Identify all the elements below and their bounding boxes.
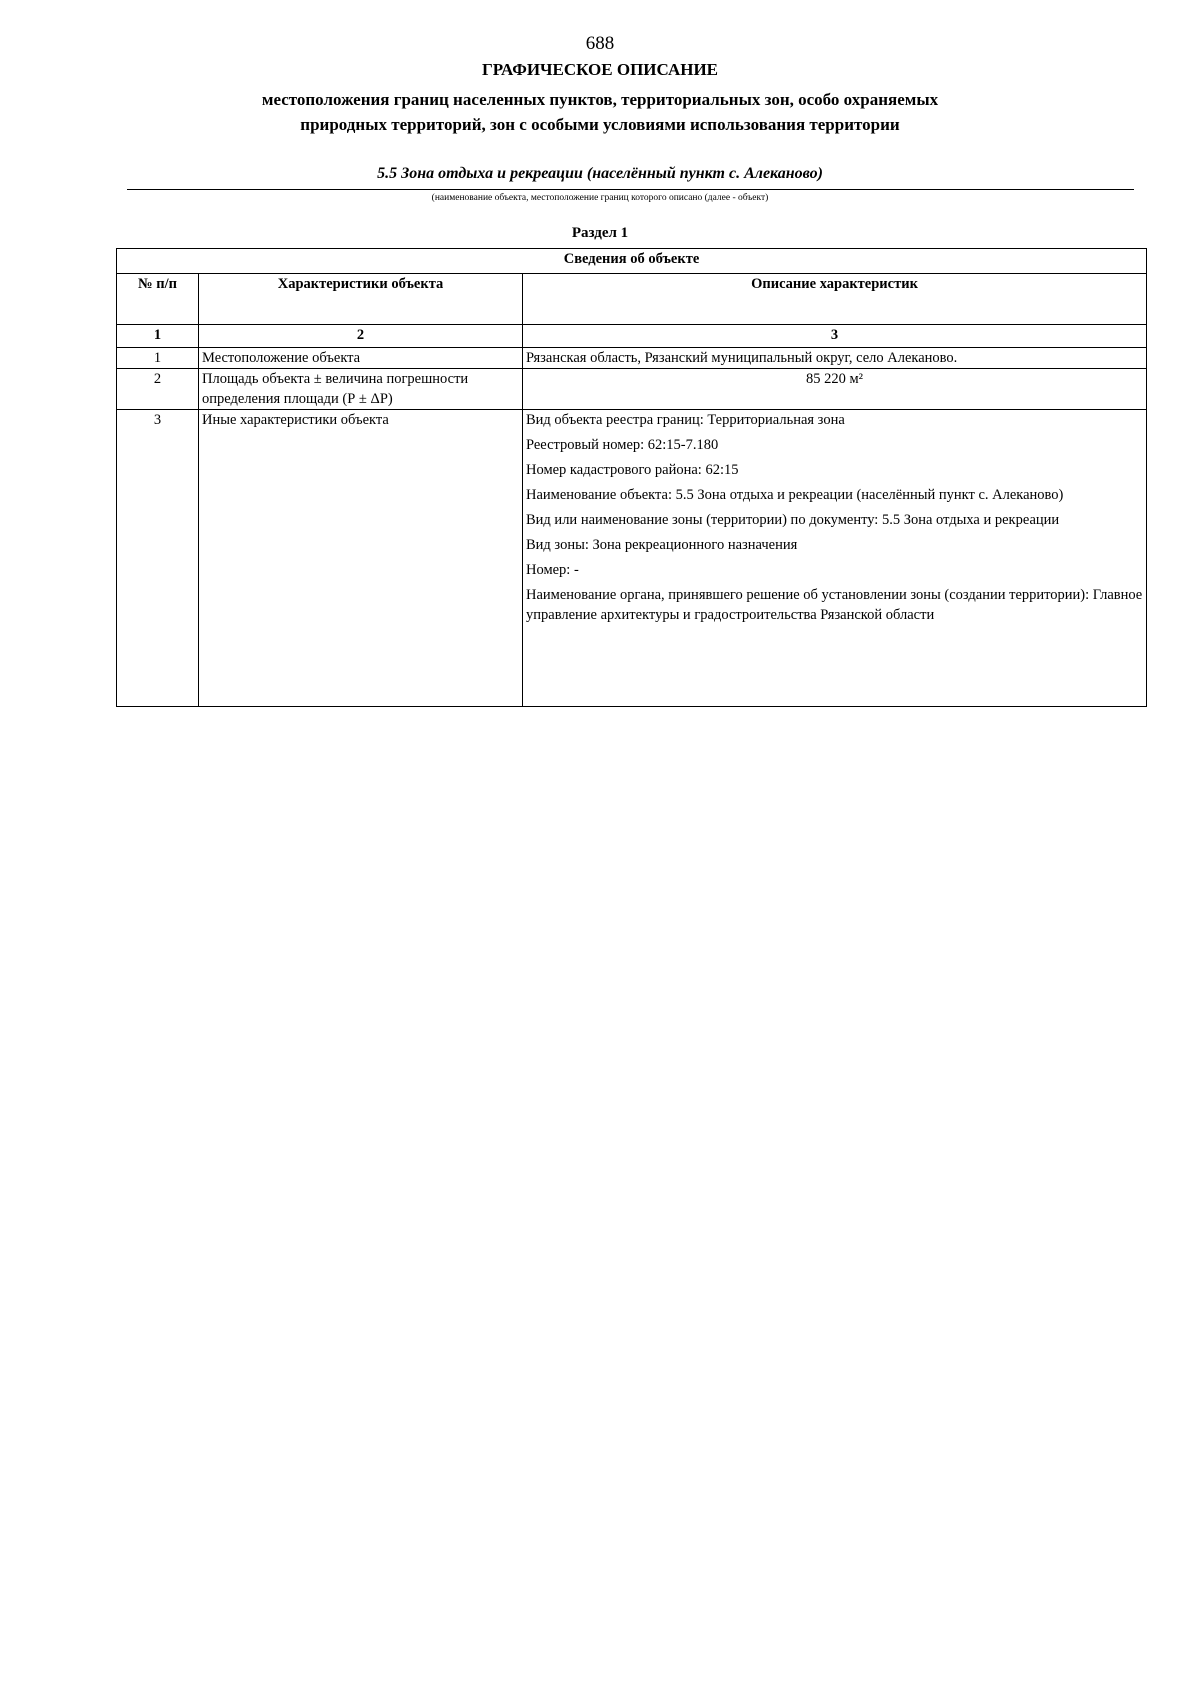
- description-line: Номер кадастрового района: 62:15: [526, 462, 739, 478]
- row-number: 1: [117, 348, 199, 369]
- page-number: 688: [585, 33, 615, 54]
- row-description: 85 220 м²: [523, 369, 1147, 410]
- table-caption: Сведения об объекте: [117, 249, 1147, 274]
- row-characteristic: Местоположение объекта: [199, 348, 523, 369]
- object-info-table: [116, 248, 1147, 707]
- row-characteristic: Площадь объекта ± величина погрешности определения площади (Р ± ΔР): [199, 369, 523, 410]
- header-number: № п/п: [117, 274, 199, 325]
- table-row: [117, 348, 1147, 369]
- document-subtitle: местоположения границ населенных пунктов, территориальных зон, особо охраняемых природных территорий, зон с особыми условиями использования территории: [261, 90, 939, 134]
- header-characteristic: Характеристики объекта: [199, 274, 523, 325]
- section-title: Раздел 1: [571, 225, 629, 241]
- table-header-row: [117, 274, 1147, 325]
- description-line: Вид или наименование зоны (территории) по документу: 5.5 Зона отдыха и рекреации: [526, 512, 1060, 528]
- description-line: Вид объекта реестра границ: Территориальная зона: [526, 412, 845, 428]
- column-number-row: [117, 325, 1147, 348]
- row-number: 2: [117, 369, 199, 410]
- description-line: Номер: -: [526, 562, 579, 578]
- document-title: ГРАФИЧЕСКОЕ ОПИСАНИЕ: [481, 60, 719, 79]
- row-description: Рязанская область, Рязанский муниципальный округ, село Алеканово.: [523, 348, 1147, 369]
- description-line: Наименование органа, принявшего решение об установлении зоны (создании территории): Главное управление архитектуры и градостроительства Рязанской области: [526, 587, 1143, 623]
- row-description: [523, 410, 1147, 707]
- column-number: 2: [199, 325, 523, 348]
- column-number: 1: [117, 325, 199, 348]
- table-row: [117, 369, 1147, 410]
- description-line: Вид зоны: Зона рекреационного назначения: [526, 537, 798, 553]
- row-characteristic: Иные характеристики объекта: [199, 410, 523, 707]
- row-number: 3: [117, 410, 199, 707]
- object-caption: (наименование объекта, местоположение границ которого описано (далее - объект): [431, 193, 769, 203]
- column-number: 3: [523, 325, 1147, 348]
- object-name: 5.5 Зона отдыха и рекреации (населённый пункт с. Алеканово): [377, 165, 823, 182]
- header-description: Описание характеристик: [523, 274, 1147, 325]
- table-row: [117, 410, 1147, 707]
- description-line: Наименование объекта: 5.5 Зона отдыха и рекреации (населённый пункт с. Алеканово): [526, 487, 1064, 503]
- object-underline: [127, 189, 1134, 190]
- description-line: Реестровый номер: 62:15-7.180: [526, 437, 719, 453]
